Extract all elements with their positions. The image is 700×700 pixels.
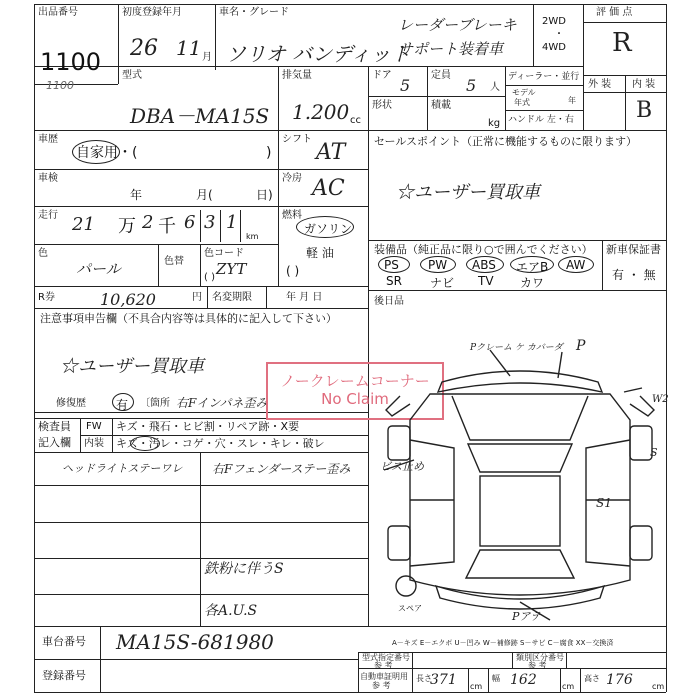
width-label: 幅 (492, 674, 500, 683)
length-value: 371 (430, 672, 457, 688)
equipment-aw: AW (566, 258, 586, 272)
inspector-note-3: 鉄粉に伴うS (204, 561, 284, 577)
registration-number-label: 登録番号 (42, 669, 86, 682)
mileage-digit-2: 2 (142, 212, 154, 233)
equipment-aw-circle (558, 256, 594, 273)
load-label: 積載 (431, 100, 451, 111)
mileage-man: 万 (118, 216, 136, 237)
height-value: 176 (606, 672, 633, 688)
type-cert-label: 型式指定番号 (362, 653, 410, 662)
model-label: 型式 (122, 70, 142, 81)
recycle-unit: 円 (192, 292, 202, 303)
mileage-digit-1: 21 (72, 214, 95, 235)
repair-place-value: 右Fインパネ歪み (176, 396, 268, 410)
notes-value: ☆ユーザー買取車 (60, 356, 204, 377)
inspector-note-2: 右Fフェンダーステー歪み (212, 462, 351, 476)
interior-label: 内 装 (632, 79, 656, 90)
handle-label: ハンドル 左・右 (508, 115, 574, 125)
recycle-value: 10,620 (100, 290, 156, 309)
mileage-sen: 千 (158, 216, 176, 237)
door-value: 5 (400, 76, 411, 95)
lot-number: 1100 (40, 48, 102, 76)
chassis-number-label: 車台番号 (42, 635, 86, 648)
capacity-label: 定員 (431, 70, 451, 81)
warranty-label: 新車保証書 (606, 243, 661, 256)
inspection-month-unit: 月( (196, 188, 213, 202)
height-label: 高さ (584, 674, 600, 683)
equipment-tv: TV (478, 274, 494, 288)
fuel-gasoline: ガソリン (304, 222, 353, 236)
history-label: 車歴 (38, 134, 58, 145)
interior-check-label: 内装 (84, 438, 104, 449)
equipment-leather: カワ (520, 276, 545, 290)
equipment-abs-circle (466, 256, 504, 273)
fuel-circle (296, 216, 354, 238)
diagram-note-s1: S1 (596, 496, 612, 510)
diagram-note-w2: W2 (652, 394, 669, 405)
class-number-ref: 参 考 (528, 661, 547, 670)
equipment-airbag: エアB (516, 260, 549, 274)
no-claim-stamp-line-1: ノークレームコーナー (280, 372, 430, 390)
fuel-label: 燃料 (282, 210, 302, 221)
fw-text: キズ・飛石・ヒビ割・リペア跡・X要 (116, 420, 300, 433)
displacement-label: 排気量 (282, 70, 312, 81)
capacity-value: 5 (466, 76, 477, 95)
name-change-date: 年 月 日 (286, 292, 323, 303)
diagram-note-bis: ビス止め (380, 460, 424, 473)
inspection-label: 車検 (38, 173, 58, 184)
body-shape-label: 形状 (372, 100, 392, 111)
aircon-label: 冷房 (282, 173, 302, 184)
grade-line-2: サポート装着車 (398, 40, 504, 58)
color-replace-label: 色替 (164, 256, 184, 267)
color-value: パール (76, 260, 121, 278)
inspector-label-1: 検査員 (38, 420, 71, 433)
repair-place-label: 〔箇所 (140, 398, 170, 409)
car-diagram (370, 330, 666, 626)
length-unit: cm (470, 682, 483, 691)
lot-number-label: 出品番号 (38, 7, 78, 18)
equipment-pw-circle (420, 256, 456, 273)
aircon-value: AC (312, 176, 345, 201)
model-year-unit: 年 (568, 96, 576, 105)
registration-year: 26 (130, 36, 158, 61)
drive-dot: ・ (554, 29, 564, 40)
color-code-paren: ( ) (204, 272, 215, 283)
interior-score: B (636, 98, 653, 123)
no-claim-stamp-line-2: No Claim (321, 390, 389, 408)
color-label: 色 (38, 248, 48, 259)
sales-point-label: セールスポイント（正常に機能するものに限ります） (374, 135, 638, 148)
inspector-note-1: ヘッドライトステーワレ (62, 462, 183, 475)
warranty-value: 有 ・ 無 (612, 268, 656, 282)
history-close: ) (266, 145, 272, 161)
drive-4wd: 4WD (542, 42, 566, 53)
class-number-label: 類別区分番号 (516, 653, 564, 662)
door-label: ドア (372, 70, 392, 81)
shift-value: AT (316, 140, 346, 165)
inspection-year-unit: 年 (130, 188, 143, 202)
name-change-label: 名変期限 (212, 292, 252, 303)
equipment-label: 装備品（純正品に限り○で囲んでください） (374, 243, 593, 256)
color-code-value: ZYT (216, 260, 247, 278)
height-unit: cm (652, 682, 665, 691)
width-unit: cm (562, 682, 575, 691)
score-label: 評 価 点 (596, 7, 633, 18)
first-registration-label: 初度登録年月 (122, 7, 182, 18)
displacement-value: 1.200 (292, 100, 350, 124)
repair-history-circle (112, 393, 134, 411)
dims-label-2: 参 考 (372, 681, 391, 690)
mileage-unit: km (246, 232, 259, 241)
equipment-navi: ナビ (430, 276, 455, 290)
exterior-label: 外 装 (588, 79, 612, 90)
model-year-label-2: 年式 (514, 98, 530, 107)
history-value: 自家用・( (76, 145, 138, 161)
car-name: ソリオ バンディット (226, 42, 411, 66)
mileage-digit-3: 6 (184, 212, 196, 233)
equipment-sr: SR (386, 274, 402, 288)
model-value: DBA－MA15S (130, 104, 270, 128)
model-year-label-1: モデル (512, 88, 536, 97)
spare-label: スペア (398, 604, 422, 613)
sales-point-value: ☆ユーザー買取車 (396, 182, 540, 203)
width-value: 162 (510, 672, 537, 688)
fuel-diesel: 軽 油 (306, 246, 334, 260)
dims-label-1: 自動車証明用 (360, 672, 408, 681)
recycle-label: R券 (38, 292, 55, 303)
shift-label: シフト (282, 134, 312, 145)
mileage-label: 走行 (38, 210, 58, 221)
fuel-paren: ( ) (286, 264, 300, 278)
registration-month-unit: 月 (202, 52, 212, 63)
inspector-note-4: 各A.U.S (204, 603, 258, 619)
repair-history-label: 修復歴 (56, 398, 86, 409)
car-name-label: 車名・グレード (219, 7, 289, 18)
score-value: R (612, 28, 632, 58)
damage-legend: A－キズ E－エクボ U－凹み W－補修跡 S－サビ C－腐食 XX－交換済 (392, 639, 614, 647)
rear-items-label: 後日品 (374, 296, 404, 307)
repair-history-value: 有 (116, 398, 129, 412)
diagram-note-pillar: Pクレーム ケ カバーダ (470, 343, 563, 353)
grade-line-1: レーダーブレーキ (398, 16, 517, 34)
chassis-number-value: MA15S-681980 (116, 630, 274, 654)
dealer-label: ディーラー・並行 (508, 72, 580, 82)
equipment-ps: PS (384, 258, 399, 272)
history-circle (72, 140, 120, 164)
diagram-note-s: S (650, 446, 658, 459)
registration-month: 11 (176, 36, 202, 60)
load-unit: kg (488, 118, 501, 129)
interior-check-circle (130, 436, 160, 451)
length-label: 長さ (416, 674, 432, 683)
inspector-label-2: 記入欄 (38, 436, 71, 449)
lot-number-faint: 1100 (46, 79, 74, 92)
diagram-note-rear: Pアテ (512, 610, 542, 623)
drive-2wd: 2WD (542, 16, 566, 27)
mileage-digit-5: 1 (226, 212, 238, 233)
diagram-note-p: P (576, 338, 586, 354)
notes-label: 注意事項申告欄（不具合内容等は具体的に記入して下さい） (40, 312, 337, 325)
type-cert-ref: 参 考 (374, 661, 393, 670)
displacement-unit: cc (350, 115, 361, 126)
mileage-digit-4: 3 (204, 212, 216, 233)
equipment-airbag-circle (510, 256, 554, 273)
fw-label: FW (86, 421, 102, 432)
capacity-unit: 人 (490, 82, 500, 93)
color-code-label: 色コード (204, 248, 244, 259)
interior-check-text: キズ・汚レ・コゲ・穴・スレ・キレ・破レ (116, 437, 325, 450)
equipment-abs: ABS (472, 258, 496, 272)
inspection-day-unit: 日) (256, 188, 273, 202)
equipment-pw: PW (428, 258, 448, 272)
equipment-ps-circle (378, 256, 410, 273)
